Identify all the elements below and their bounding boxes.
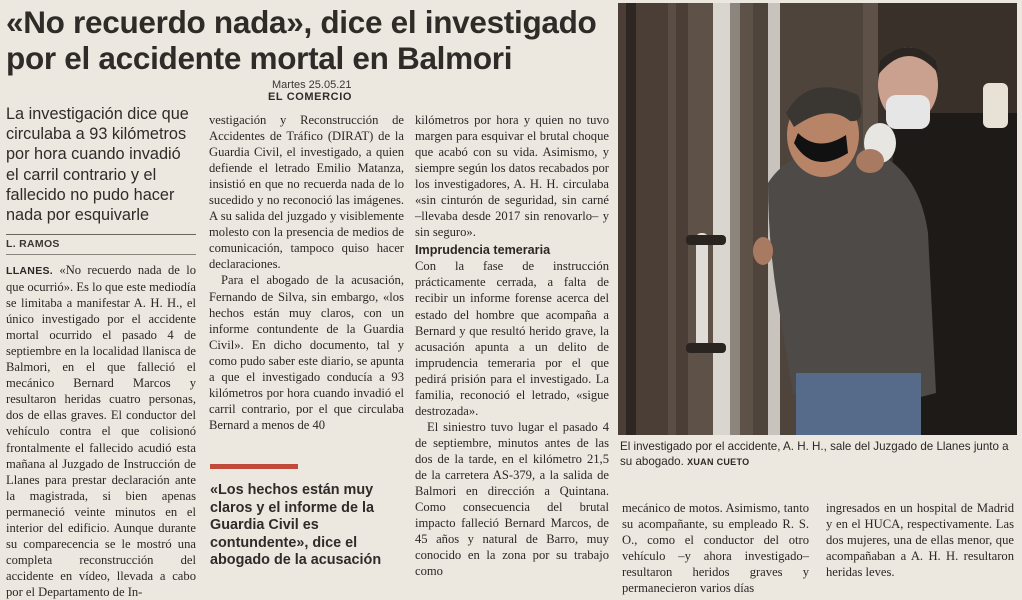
paragraph: «No recuerdo nada de lo que ocurrió». Es lo que este mediodía se limitaba a manifestar A. H. H., el único investigado por el accidente mortal ocurrido el pasado 4 de septiembre en la localidad llanisca de Balmori, en el que falleció el mecánico Bernard Marcos y resultaron heridas cuatro personas, dos de ellas graves. El conductor del vehículo contra el que colisionó frontalmente el fallecido acudió esta mañana al Juzgado de Instrucción de Llanes para prestar declaración ante la magistrada, si bien apenas permaneció veinte minutos en el interior del edificio. Aunque durante su comparecencia se le mostró una completa reconstrucción del accidente en vídeo, llevada a cabo por el Departamento de In- [6, 263, 196, 599]
article-column-5 [826, 500, 1014, 580]
location-lead: LLANES. [6, 265, 54, 277]
pullquote: «Los hechos están muy claros y el informe de la Guardia Civil es contundente», dice el abogado de la acusación [210, 482, 382, 568]
headline-line-1: «No recuerdo nada», dice el investigado [6, 4, 597, 40]
byline-rule [6, 234, 196, 235]
paragraph: vestigación y Reconstrucción de Accidentes de Tráfico (DIRAT) de la Guardia Civil, el investigado, a quien defiende el letrado Emilio Matanza, insistió en que no recuerda nada de lo sucedido y no reconoció las imágenes. A su salida del juzgado y visiblemente molesto con la presencia de medios de comunicación, tampoco quiso hacer declaraciones. [209, 113, 404, 272]
standfirst: La investigación dice que circulaba a 93 kilómetros por hora cuando invadió el carril contrario y el fallecido no pudo hacer nada por esquivarle [6, 105, 189, 225]
article-column-2 [209, 112, 404, 433]
paragraph: kilómetros por hora y quien no tuvo margen para esquivar el brutal choque que acabó con su vida. Asimismo, y siempre según los datos recabados por los investigadores, A. H. H. circulaba «sin cinturón de seguridad, sin carné –llevaba desde 2017 sin renovarlo– y sin seguro». [415, 113, 609, 240]
photo-credit: XUAN CUETO [687, 457, 750, 467]
dateline: Martes 25.05.21 [272, 79, 352, 91]
headline-line-2: por el accidente mortal en Balmori [6, 40, 513, 76]
photo-caption [620, 439, 1016, 470]
paragraph: Para el abogado de la acusación, Fernando de Silva, sin embargo, «los hechos están muy claros, con un informe contundente de la Guardia Civil». En dicho documento, tal y como pudo saber este diario, se apunta a que el investigado conducía a 93 kilómetros por hora cuando invadió el carril contrario, por el que circulaba Bernard a menos de 40 [209, 273, 404, 432]
caption-text: El investigado por el accidente, A. H. H., sale del Juzgado de Llanes junto a su abogado. [620, 440, 1009, 468]
byline-divider [6, 254, 196, 255]
article-column-1 [6, 262, 196, 600]
article-column-4 [622, 500, 809, 596]
paragraph: El siniestro tuvo lugar el pasado 4 de septiembre, minutos antes de las dos de la tarde, en el kilómetro 21,5 de la carretera AS-379, a la salida de Balmori en dirección a Quintana. Como consecuencia del brutal impacto falleció Bernard Marcos, de 45 años y natural de Barro, muy conocido en la zona por su trabajo como [415, 419, 609, 579]
paragraph: mecánico de motos. Asimismo, tanto su acompañante, su empleado R. S. O., como el conductor del otro vehículo –y ahora investigado– resultaron heridos graves y permanecieron varios días [622, 501, 809, 596]
paragraph: ingresados en un hospital de Madrid y en el HUCA, respectivamente. Las dos mujeres, una de ellas menor, que acompañaban a A. H. H. resultaron heridas leves. [826, 501, 1014, 580]
news-photo [618, 3, 1017, 435]
pullquote-accent-bar [210, 464, 298, 469]
section-subhead: Imprudencia temeraria [415, 243, 551, 258]
headline [6, 4, 614, 76]
newspaper-name: EL COMERCIO [268, 91, 353, 103]
byline: L. RAMOS [6, 238, 60, 250]
paragraph: Con la fase de instrucción prácticamente cerrada, a falta de recibir un informe forense acerca del estado del hombre que acompaña a Bernard y que resultó herido grave, la acusación apunta a un delito de imprudencia temeraria por el que pedirá prisión para el investigado. La familia, reconoció el letrado, «sigue destrozada». [415, 259, 609, 418]
article-column-3 [415, 112, 609, 579]
